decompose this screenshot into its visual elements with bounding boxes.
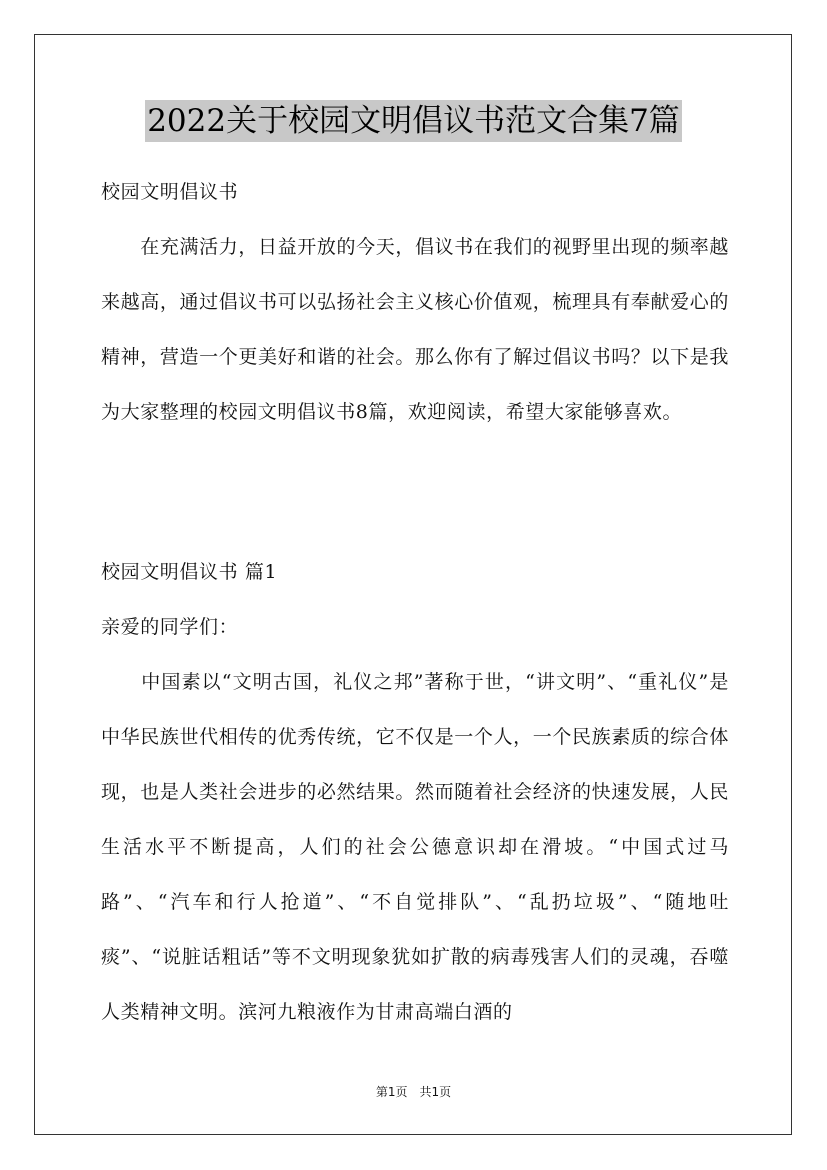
page-footer [0, 1083, 827, 1100]
section-heading: 校园文明倡议书 篇1 [101, 561, 278, 583]
page-number-current: 第1页 [375, 1085, 408, 1099]
body-paragraph: 中国素以“文明古国，礼仪之邦”著称于世，“讲文明”、“重礼仪”是中华民族世代相传的优秀传统，它不仅是一个人，一个民族素质的综合体现，也是人类社会进步的必然结果。然而随着社会经济的快速发展，人民生活水平不断提高，人们的社会公德意识却在滑坡。“中国式过马路”、“汽车和行人抢道”、“不自觉排队”、“乱扔垃圾”、“随地吐痰”、“说脏话粗话”等不文明现象犹如扩散的病毒残害人们的灵魂，吞噬人类精神文明。滨河九粮液作为甘肃高端白酒的 [101, 671, 729, 1023]
intro-paragraph: 在充满活力，日益开放的今天，倡议书在我们的视野里出现的频率越来越高，通过倡议书可以弘扬社会主义核心价值观，梳理具有奉献爱心的精神，营造一个更美好和谐的社会。那么你有了解过倡议书吗？以下是我为大家整理的校园文明倡议书8篇，欢迎阅读，希望大家能够喜欢。 [101, 236, 729, 423]
document-title: 2022关于校园文明倡议书范文合集7篇 [145, 100, 682, 142]
title-container [0, 100, 827, 142]
page-number-total: 共1页 [419, 1085, 452, 1099]
salutation: 亲爱的同学们： [101, 616, 239, 638]
document-heading: 校园文明倡议书 [101, 181, 239, 203]
